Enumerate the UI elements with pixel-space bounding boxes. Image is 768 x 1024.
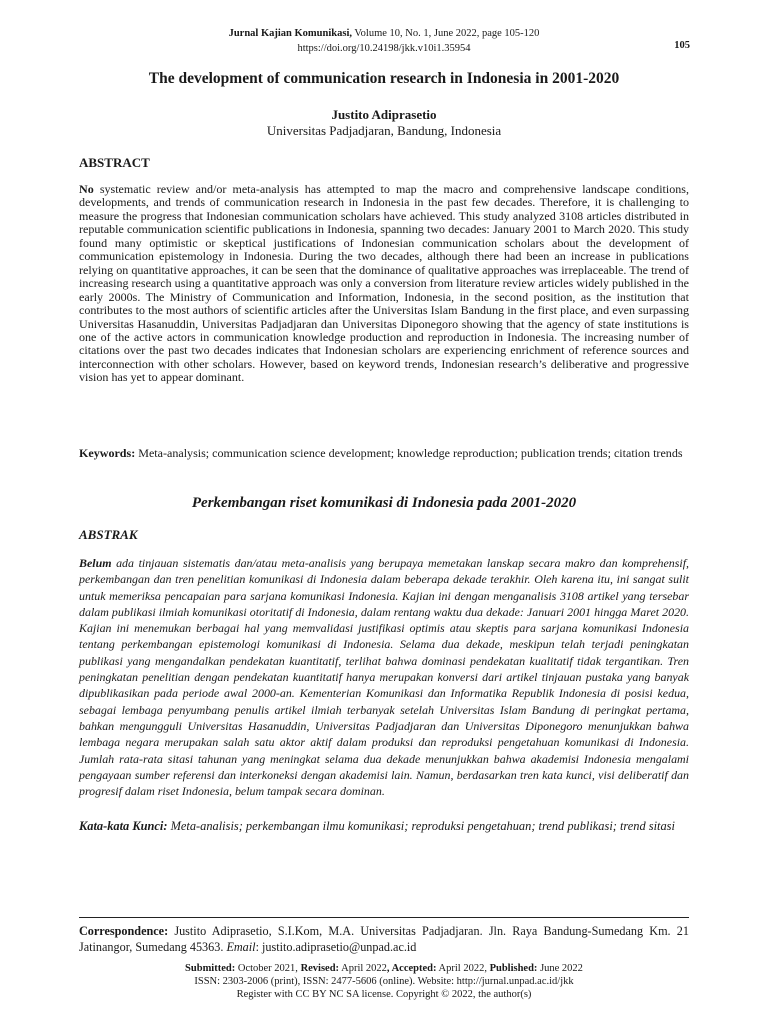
article-title: The development of communication research in Indonesia in 2001-2020 <box>148 70 620 87</box>
correspondence-email[interactable]: : justito.adiprasetio@unpad.ac.id <box>255 940 417 954</box>
abstrak-heading: ABSTRAK <box>79 527 138 542</box>
doi-link[interactable]: https://doi.org/10.24198/jkk.v10i1.35954 <box>297 43 471 54</box>
accepted-date: April 2022, <box>436 963 490 974</box>
keywords-list: Meta-analysis; communication science development; knowledge reproduction; publication trends; citation trends <box>135 446 683 460</box>
keywords-label: Keywords: <box>79 446 136 460</box>
license-line: Register with CC BY NC SA license. Copyright © 2022, the author(s) <box>236 989 532 1000</box>
abstrak-lead-word: Belum <box>79 556 112 570</box>
journal-name: Jurnal Kajian Komunikasi, <box>228 28 352 39</box>
indonesian-title: Perkembangan riset komunikasi di Indonesia pada 2001-2020 <box>191 495 577 511</box>
doi-line <box>0 42 768 55</box>
correspondence-address: Justito Adiprasetio, S.I.Kom, M.A. Universitas Padjadjaran. Jln. Raya Bandung-Sumedang Km. 21 Jatinangor, Sumedang 45363. <box>79 924 689 954</box>
accepted-label: , Accepted: <box>386 963 437 974</box>
issn-line: ISSN: 2303-2006 (print), ISSN: 2477-5606 (online). Website: http://jurnal.unpad.ac.id/jkk <box>194 976 574 987</box>
submitted-label: Submitted: <box>185 963 236 974</box>
volume-info: Volume 10, No. 1, June 2022, page 105-120 <box>351 28 540 39</box>
submission-dates <box>0 963 768 975</box>
kata-kunci-label: Kata-kata Kunci: <box>79 819 168 833</box>
email-label: Email <box>226 940 256 954</box>
submitted-date: October 2021, <box>235 963 301 974</box>
revised-date: April 2022 <box>339 963 387 974</box>
abstract-body: systematic review and/or meta-analysis has attempted to map the macro and comprehensive landscape conditions, developments, and trends of communication research in Indonesia in the past few decades. Therefore, it is challenging to measure the progress that Indonesian communication scholars have achieved. This study analyzed 3108 articles distributed in reputable communication scientific publications in Indonesia, spanning two decades: January 2001 to March 2020. This study found many optimistic or skeptical justifications of Indonesian communication scholars about the development of communication epistemology in Indonesia. During the two decades, although there had been an increase in publications relying on quantitative approaches, it can be seen that the dominance of qualitative approaches was irreplaceable. The trend of increasing research using a quantitative approach was only a conversion from literature review articles widely published in the early 2000s. The Ministry of Communication and Information, Indonesia, in the second position, as the institution that contributes to the most authors of scientific articles after the Universitas Islam Bandung in the first place, and even surpassing Universitas Hasanuddin, Universitas Padjadjaran dan Universitas Diponegoro showing that the agency of state institutions is one of the active actors in communication knowledge production and reproduction in Indonesia. The increasing number of citations over the past two decades indicates that Indonesian scholars are experiencing enrichment of reference sources and interconnection with other scholars. However, based on keyword trends, Indonesian research’s deliberative and progressive vision has yet to appear dominant. <box>79 182 689 385</box>
kata-kunci-list: Meta-analisis; perkembangan ilmu komunikasi; reproduksi pengetahuan; trend publikasi; trend sitasi <box>167 819 675 833</box>
author-name: Justito Adiprasetio <box>331 107 437 122</box>
abstract-lead-word: No <box>79 182 94 196</box>
footnote-divider <box>79 917 689 918</box>
published-date: June 2022 <box>537 963 583 974</box>
abstrak-body: ada tinjauan sistematis dan/atau meta-analisis yang berupaya memetakan lanskap secara makro dan komprehensif, perkembangan dan tren penelitian komunikasi di Indonesia dalam beberapa dekade terakhir. Oleh karena itu, ini sangat sulit untuk memeriksa pencapaian para sarjana komunikasi Indonesia. Kajian ini dengan menganalisis 3108 artikel yang tersebar dalam publikasi ilmiah komunikasi otoritatif di Indonesia, dalam rentang waktu dua dekade: Januari 2001 hingga Maret 2020. Kajian ini menemukan berbagai hal yang memvalidasi justifikasi optimis atau skeptis para sarjana komunikasi Indonesia tentang perkembangan epistemologi komunikasi di Indonesia. Selama dua dekade, meskipun telah terjadi peningkatan publikasi yang mengandalkan pendekatan kuantitatif, terlihat bahwa dominasi pendekatan kualitatif tidak tergantikan. Tren peningkatan penelitian dengan pendekatan kuantitatif hanya merupakan konversi dari artikel tinjauan pustaka yang banyak dipublikasikan pada periode awal 2000-an. Kementerian Komunikasi dan Informatika Republik Indonesia di posisi kedua, sebagai lembaga penyumbang penulis artikel ilmiah terbanyak setelah Universitas Islam Bandung di peringkat pertama, bahkan mengungguli Universitas Hasanuddin, Universitas Padjadjaran dan Universitas Diponegoro menunjukkan bahwa lembaga negara merupakan salah satu aktor aktif dalam produksi dan reproduksi pengetahuan komunikasi di Indonesia. Jumlah rata-rata sitasi tahunan yang meningkat selama dua dekade menunjukkan bahwa akademisi Indonesia mengalami pengayaan sumber referensi dan interkoneksi dengan akademisi lain. Namun, berdasarkan tren kata kunci, visi deliberatif dan progresif dalam riset Indonesia, belum tampak secara dominan. <box>79 556 689 799</box>
abstrak-paragraph <box>79 555 689 799</box>
abstract-heading: ABSTRACT <box>79 155 150 170</box>
author-affiliation: Universitas Padjadjaran, Bandung, Indonesia <box>266 123 502 138</box>
kata-kunci <box>79 818 689 834</box>
correspondence-label: Correspondence: <box>79 924 169 938</box>
page-number: 105 <box>674 40 690 51</box>
published-label: Published: <box>489 963 538 974</box>
abstract-paragraph <box>79 183 689 385</box>
keywords <box>79 447 689 461</box>
running-header <box>0 27 768 40</box>
correspondence <box>79 923 689 955</box>
revised-label: Revised: <box>300 963 340 974</box>
